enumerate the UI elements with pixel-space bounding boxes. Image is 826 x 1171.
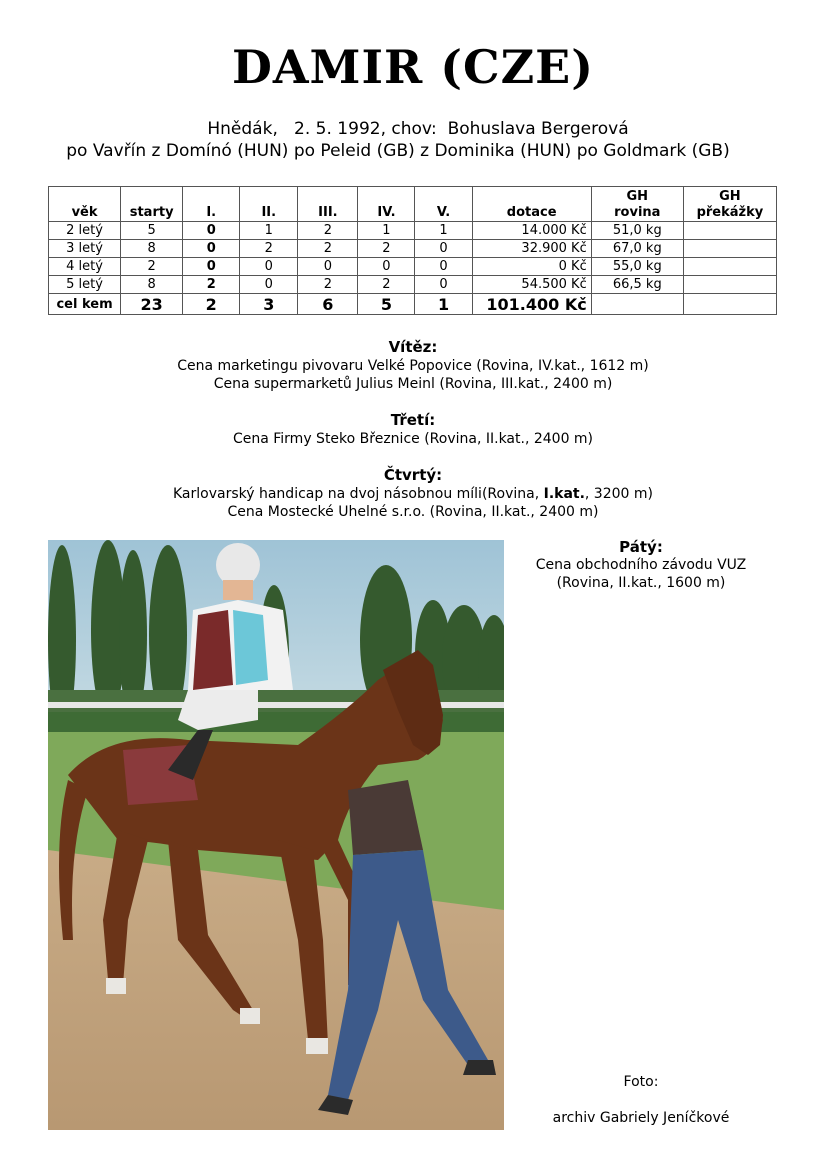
table-cell: 2 (183, 294, 240, 315)
table-cell (683, 294, 776, 315)
table-cell: 4 letý (49, 258, 121, 276)
table-cell: 32.900 Kč (472, 240, 591, 258)
table-cell: 5 (121, 222, 183, 240)
photo-credit-label: Foto: (623, 1074, 659, 1090)
third-place-section (0, 411, 826, 448)
race-statistics-table (48, 186, 777, 315)
table-cell: 0 Kč (472, 258, 591, 276)
table-row (49, 222, 777, 240)
table-cell: 101.400 Kč (472, 294, 591, 315)
table-row (49, 240, 777, 258)
race-entry: (Rovina, II.kat., 1600 m) (556, 575, 726, 591)
table-cell: 2 (358, 240, 415, 258)
table-cell: 3 (240, 294, 298, 315)
table-cell (683, 240, 776, 258)
pedigree-line: po Vavřín z Domínó (HUN) po Peleid (GB) z Dominika (HUN) po Goldmark (GB) (66, 141, 730, 161)
horse-photo (48, 540, 504, 1130)
table-cell: 14.000 Kč (472, 222, 591, 240)
table-cell: 8 (121, 276, 183, 294)
table-header-row (49, 187, 777, 222)
table-cell: 2 (121, 258, 183, 276)
table-cell: 2 (240, 240, 298, 258)
table-cell (591, 294, 683, 315)
winner-heading: Vítěz: (388, 338, 438, 356)
fourth-place-section (0, 466, 826, 521)
column-header: III. (298, 187, 358, 222)
table-cell: 2 (298, 222, 358, 240)
table-cell: 5 letý (49, 276, 121, 294)
race-entry: Cena Firmy Steko Březnice (Rovina, II.kat., 2400 m) (232, 431, 594, 447)
fifth-place-section (506, 538, 776, 592)
column-header: starty (121, 187, 183, 222)
table-cell: 0 (183, 240, 240, 258)
table-cell: 2 (183, 276, 240, 294)
table-cell: 23 (121, 294, 183, 315)
race-entry-text: Karlovarský handicap na dvoj násobnou míli(Rovina, (173, 486, 544, 502)
photo-credit-source: archiv Gabriely Jeníčkové (552, 1110, 730, 1126)
table-row (49, 276, 777, 294)
column-header: GH rovina (591, 187, 683, 222)
table-cell: 66,5 kg (591, 276, 683, 294)
column-header: II. (240, 187, 298, 222)
table-cell: 1 (358, 222, 415, 240)
table-cell: 0 (240, 276, 298, 294)
table-cell: cel kem (49, 294, 121, 315)
fifth-place-heading: Pátý: (619, 538, 663, 556)
table-cell: 51,0 kg (591, 222, 683, 240)
table-cell (683, 222, 776, 240)
table-cell: 1 (240, 222, 298, 240)
table-cell: 0 (183, 222, 240, 240)
table-cell: 0 (240, 258, 298, 276)
horse-name-title: DAMIR (CZE) (231, 40, 595, 94)
race-category-bold: I.kat. (543, 486, 585, 502)
column-header: dotace (472, 187, 591, 222)
race-entry: Cena obchodního závodu VUZ (535, 557, 747, 573)
column-header: věk (49, 187, 121, 222)
table-cell: 54.500 Kč (472, 276, 591, 294)
third-place-heading: Třetí: (390, 411, 436, 429)
table-cell: 0 (415, 258, 472, 276)
table-cell: 5 (358, 294, 415, 315)
column-header: V. (415, 187, 472, 222)
winner-section (0, 338, 826, 393)
table-cell: 8 (121, 240, 183, 258)
horse-info-line: Hnědák, 2. 5. 1992, chov: Bohuslava Bergerová (207, 119, 629, 139)
table-row (49, 258, 777, 276)
table-cell: 0 (358, 258, 415, 276)
column-header: I. (183, 187, 240, 222)
table-cell: 0 (415, 240, 472, 258)
race-entry (0, 485, 826, 503)
table-cell: 67,0 kg (591, 240, 683, 258)
table-cell: 0 (298, 258, 358, 276)
race-entry: Cena supermarketů Julius Meinl (Rovina, III.kat., 2400 m) (213, 376, 613, 392)
table-cell (683, 258, 776, 276)
table-cell: 2 (358, 276, 415, 294)
table-cell: 2 letý (49, 222, 121, 240)
column-header: IV. (358, 187, 415, 222)
table-cell: 2 (298, 276, 358, 294)
fourth-place-heading: Čtvrtý: (383, 466, 443, 484)
table-cell (683, 276, 776, 294)
table-cell: 2 (298, 240, 358, 258)
table-cell: 0 (415, 276, 472, 294)
race-entry-text: , 3200 m) (584, 486, 653, 502)
table-cell: 3 letý (49, 240, 121, 258)
table-cell: 6 (298, 294, 358, 315)
column-header: GH překážky (683, 187, 776, 222)
race-entry: Cena Mostecké Uhelné s.r.o. (Rovina, II.kat., 2400 m) (227, 504, 599, 520)
table-cell: 55,0 kg (591, 258, 683, 276)
table-total-row (49, 294, 777, 315)
table-cell: 0 (183, 258, 240, 276)
table-cell: 1 (415, 222, 472, 240)
race-entry: Cena marketingu pivovaru Velké Popovice (Rovina, IV.kat., 1612 m) (177, 358, 649, 374)
table-cell: 1 (415, 294, 472, 315)
